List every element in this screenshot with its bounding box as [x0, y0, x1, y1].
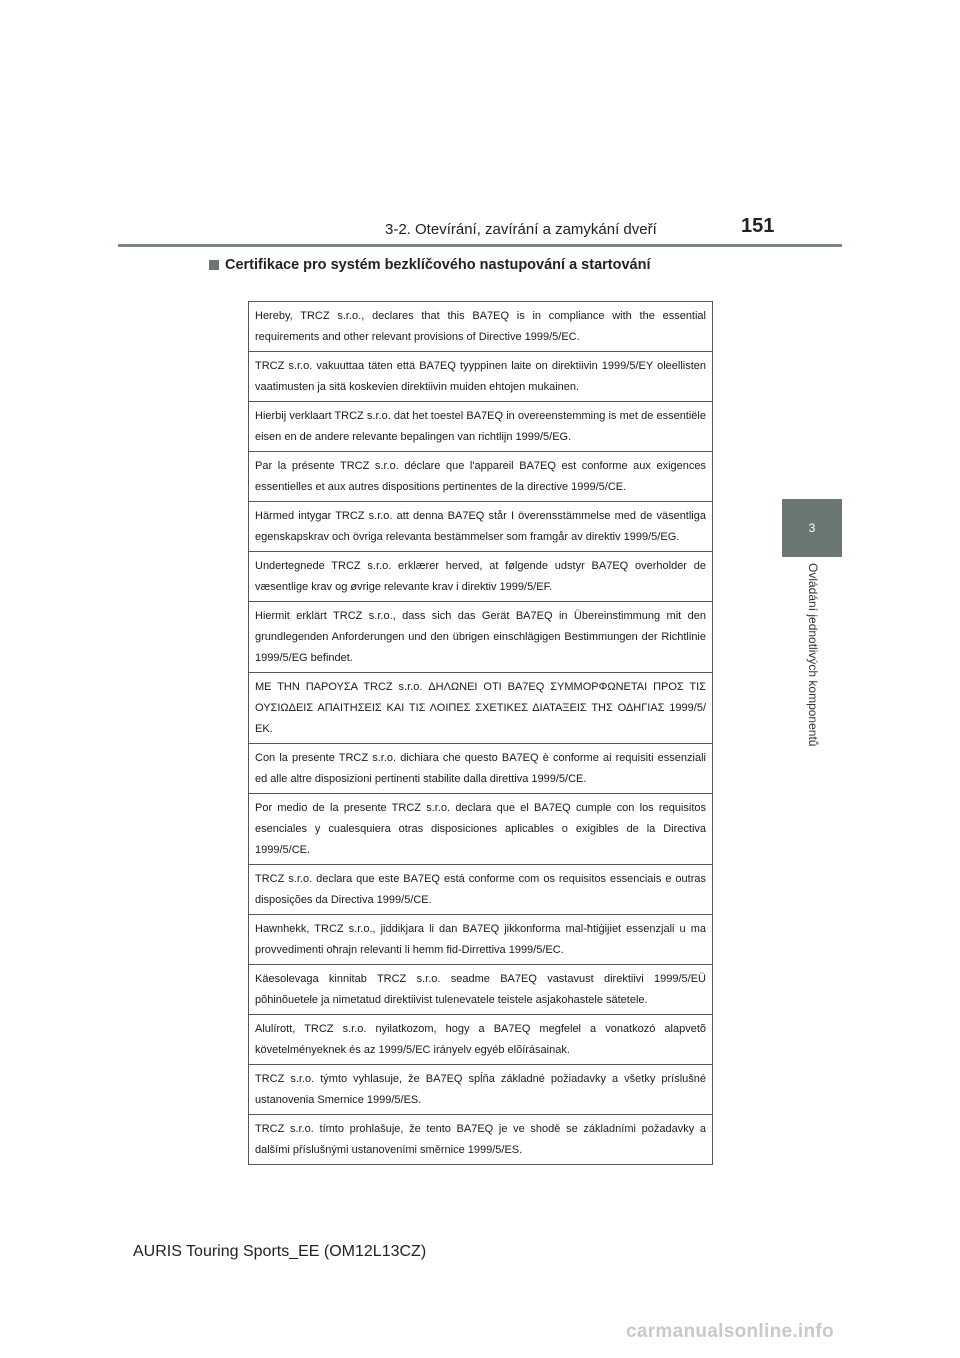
table-row: [249, 1015, 713, 1065]
table-row: [249, 602, 713, 673]
certification-text: Hierbij verklaart TRCZ s.r.o. dat het toestel BA7EQ in overeenstemming is met de essentiële eisen en de andere relevante bepalingen van richtlijn 1999/5/EG.: [249, 402, 713, 452]
table-row: [249, 673, 713, 744]
header-divider: [118, 244, 842, 247]
footer-model: AURIS Touring Sports_EE (OM12L13CZ): [133, 1243, 427, 1260]
table-row: [249, 352, 713, 402]
certification-text: Hereby, TRCZ s.r.o., declares that this BA7EQ is in compliance with the essential requirements and other relevant provisions of Directive 1999/5/EC.: [249, 302, 713, 352]
page-number: 151: [741, 215, 775, 237]
table-row: [249, 402, 713, 452]
certification-text: Par la présente TRCZ s.r.o. déclare que l'appareil BA7EQ est conforme aux exigences essentielles et aux autres dispositions pertinentes de la directive 1999/5/CE.: [249, 452, 713, 502]
chapter-tab: [782, 499, 842, 557]
certification-text: TRCZ s.r.o. vakuuttaa täten että BA7EQ tyyppinen laite on direktiivin 1999/5/EY oleellisten vaatimusten ja sitä koskevien direktiivin muiden ehtojen mukainen.: [249, 352, 713, 402]
table-row: [249, 865, 713, 915]
chapter-number: 3: [808, 521, 816, 535]
certification-text: Käesolevaga kinnitab TRCZ s.r.o. seadme BA7EQ vastavust direktiivi 1999/5/EÜ põhinõuetele ja nimetatud direktiivist tulenevatele teistele asjakohastele sätetele.: [249, 965, 713, 1015]
certification-text: Con la presente TRCZ s.r.o. dichiara che questo BA7EQ è conforme ai requisiti essenziali ed alle altre disposizioni pertinenti stabilite dalla direttiva 1999/5/CE.: [249, 744, 713, 794]
certification-text: Alulírott, TRCZ s.r.o. nyilatkozom, hogy a BA7EQ megfelel a vonatkozó alapvetõ követelményeknek és az 1999/5/EC irányelv egyéb elõírásainak.: [249, 1015, 713, 1065]
table-row: [249, 1115, 713, 1165]
header-section-title: 3-2. Otevírání, zavírání a zamykání dveří: [385, 221, 657, 238]
certification-table: [248, 301, 713, 1165]
section-heading: [209, 257, 650, 273]
table-row: [249, 552, 713, 602]
square-bullet-icon: [209, 260, 219, 270]
certification-text: Härmed intygar TRCZ s.r.o. att denna BA7EQ står I överensstämmelse med de väsentliga egenskapskrav och övriga relevanta bestämmelser som framgår av direktiv 1999/5/EG.: [249, 502, 713, 552]
certification-text: Por medio de la presente TRCZ s.r.o. declara que el BA7EQ cumple con los requisitos esenciales y cualesquiera otras disposiciones aplicables o exigibles de la Directiva 1999/5/CE.: [249, 794, 713, 865]
table-row: [249, 794, 713, 865]
table-row: [249, 965, 713, 1015]
certification-text: TRCZ s.r.o. týmto vyhlasuje, že BA7EQ spĺňa základné požiadavky a všetky príslušné ustanovenia Smernice 1999/5/ES.: [249, 1065, 713, 1115]
table-row: [249, 744, 713, 794]
table-row: [249, 1065, 713, 1115]
certification-text: Hiermit erklärt TRCZ s.r.o., dass sich das Gerät BA7EQ in Übereinstimmung mit den grundlegenden Anforderungen und den übrigen einschlägigen Bestimmungen der Richtlinie 1999/5/EG befindet.: [249, 602, 713, 673]
watermark: carmanualsonline.info: [626, 1321, 834, 1342]
certification-text: ΜΕ ΤΗΝ ΠΑΡΟΥΣΑ TRCZ s.r.o. ΔΗΛΩΝΕΙ ΟΤΙ BA7EQ ΣΥΜΜΟΡΦΩΝΕΤΑΙ ΠΡΟΣ ΤΙΣ ΟΥΣΙΩΔΕΙΣ ΑΠΑΙΤΗΣΕΙΣ ΚΑΙ ΤΙΣ ΛΟΙΠΕΣ ΣΧΕΤΙΚΕΣ ΔΙΑΤΑΞΕΙΣ ΤΗΣ ΟΔΗΓΙΑΣ 1999/5/ΕΚ.: [249, 673, 713, 744]
certification-text: Undertegnede TRCZ s.r.o. erklærer herved, at følgende udstyr BA7EQ overholder de væsentlige krav og øvrige relevante krav i direktiv 1999/5/EF.: [249, 552, 713, 602]
certification-text: Hawnhekk, TRCZ s.r.o., jiddikjara li dan BA7EQ jikkonforma mal-ħtiġijiet essenzjali u ma provvedimenti oħrajn relevanti li hemm fid-Dirrettiva 1999/5/EC.: [249, 915, 713, 965]
table-row: [249, 915, 713, 965]
certification-text: TRCZ s.r.o. tímto prohlašuje, že tento BA7EQ je ve shodě se základními požadavky a dalšími příslušnými ustanoveními směrnice 1999/5/ES.: [249, 1115, 713, 1165]
section-heading-text: Certifikace pro systém bezklíčového nastupování a startování: [225, 257, 651, 273]
table-row: [249, 502, 713, 552]
table-row: [249, 452, 713, 502]
chapter-title: Ovládání jednotlivých komponentů: [806, 563, 820, 747]
certification-text: TRCZ s.r.o. declara que este BA7EQ está conforme com os requisitos essenciais e outras disposições da Directiva 1999/5/CE.: [249, 865, 713, 915]
table-row: [249, 302, 713, 352]
